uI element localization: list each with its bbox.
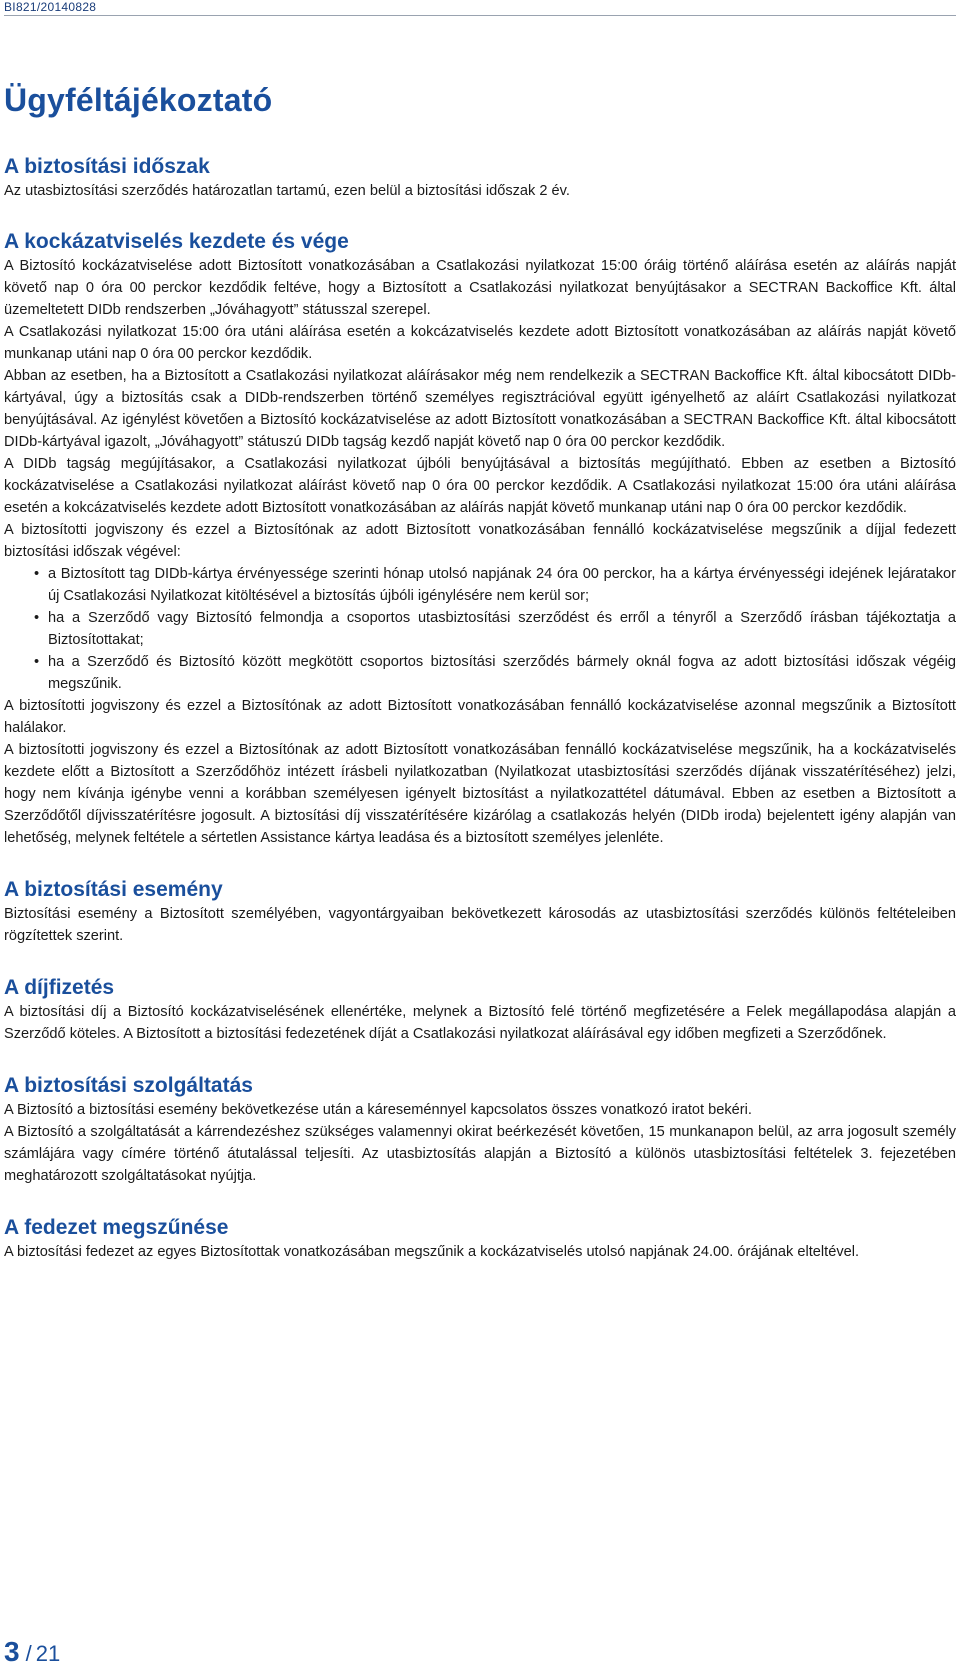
page-title: Ügyféltájékoztató <box>4 82 273 118</box>
paragraph: A Biztosító a biztosítási esemény bekövetkezése után a káreseménnyel kapcsolatos összes vonatkozó iratot bekéri. <box>4 1102 752 1118</box>
page-number <box>4 1636 60 1668</box>
paragraph: A Csatlakozási nyilatkozat 15:00 óra utáni aláírása esetén a kokcázatviselés kezdete adott Biztosított vonatkozásában az aláírás napját követő munkanap utáni nap 0 óra 00 perckor kezdődik. <box>4 324 956 362</box>
section-title-period: A biztosítási időszak <box>4 155 210 178</box>
section-title-event: A biztosítási esemény <box>4 878 223 901</box>
page-current: 3 <box>4 1636 20 1667</box>
paragraph: Biztosítási esemény a Biztosított személyében, vagyontárgyaiban bekövetkezett károsodás az utasbiztosítási szerződés különös feltételeiben rögzítettek szerint. <box>4 906 956 944</box>
paragraph: A biztosítotti jogviszony és ezzel a Biztosítónak az adott Biztosított vonatkozásában fennálló kockázatviselése azonnal megszűnik a Biztosított halálakor. <box>4 698 956 736</box>
paragraph: Az utasbiztosítási szerződés határozatlan tartamú, ezen belül a biztosítási időszak 2 év. <box>4 183 570 199</box>
section-title-payment: A díjfizetés <box>4 976 115 999</box>
page-total: 21 <box>35 1641 61 1666</box>
list-item: • ha a Szerződő vagy Biztosító felmondja a csoportos utasbiztosítási szerződést és erről a tényről a Szerződő írásban tájékoztatja a Biztosítottakat; <box>4 607 956 651</box>
section-title-termination: A fedezet megszűnése <box>4 1216 229 1239</box>
list-item: • ha a Szerződő és Biztosító között megkötött csoportos biztosítási szerződés bármely oknál fogva az adott biztosítási időszak végéig megszűnik. <box>4 651 956 695</box>
paragraph: A Biztosító a szolgáltatását a kárrendezéshez szükséges valamennyi okirat beérkezését követően, 15 munkanapon belül, az arra jogosult személy számlájára vagy címére történő átutalással teljesíti. Az utasbiztosítás alapján a Biztosító a különös utasbiztosítási feltételek 3. fejezetében meghatározott szolgáltatásokat nyújtja. <box>4 1124 956 1184</box>
list-item: • a Biztosított tag DIDb-kártya érvényessége szerinti hónap utolsó napjának 24 óra 00 perckor, ha a kártya érvényességi idejének lejáratakor új Csatlakozási Nyilatkozat kitöltésével a biztosítás újbóli igénylésére nem kerül sor; <box>4 563 956 607</box>
paragraph: A biztosítotti jogviszony és ezzel a Biztosítónak az adott Biztosított vonatkozásában fennálló kockázatviselése megszűnik a díjjal fedezett biztosítási időszak végével: <box>4 522 956 560</box>
page-separator: / <box>25 1641 32 1666</box>
paragraph: A biztosítási díj a Biztosító kockázatviselésének ellenértéke, melynek a Biztosító felé történő megfizetésére a Felek megállapodása alapján a Szerződő köteles. A Biztosított a biztosítási fedezetének díját a Csatlakozási nyilatkozat aláírásával egy időben megfizeti a Szerződőnek. <box>4 1004 956 1042</box>
section-title-risk: A kockázatviselés kezdete és vége <box>4 230 349 253</box>
paragraph: A biztosítotti jogviszony és ezzel a Biztosítónak az adott Biztosított vonatkozásában fennálló kockázatviselése megszűnik, ha a kockázatviselés kezdete előtt a Biztosított a Szerződőhöz intézett írásbeli nyilatkozatban (Nyilatkozat utasbiztosítási szerződés díjának visszatérítéséhez) jelzi, hogy nem kívánja igénybe venni a korábban személyesen igényelt biztosítást a nyilatkozattétel dátumával. Ebben az esetben a Biztosított a Szerződőtől díjvisszatérítésre jogosult. A biztosítási díj visszatérítésére kizárólag a csatlakozás helyén (DIDb iroda) bejelentett igény alapján van lehetőség, melynek feltétele a sértetlen Assistance kártya leadása és a biztosított személyes jelenléte. <box>4 742 956 846</box>
document-body <box>4 154 956 1263</box>
termination-conditions-list <box>4 563 956 695</box>
section-title-service: A biztosítási szolgáltatás <box>4 1074 253 1097</box>
paragraph: A biztosítási fedezet az egyes Biztosítottak vonatkozásában megszűnik a kockázatviselés utolsó napjának 24.00. órájának elteltével. <box>4 1244 860 1260</box>
document-code: BI821/20140828 <box>4 0 97 14</box>
header-divider <box>4 15 956 16</box>
paragraph: Abban az esetben, ha a Biztosított a Csatlakozási nyilatkozat aláírásakor még nem rendelkezik a SECTRAN Backoffice Kft. által kibocsátott DIDb-kártyával, úgy a biztosítás csak a DIDb-rendszerben történő személyes regisztrációval együtt igényelhető az aláírt Csatlakozási nyilatkozat benyújtásával. Az igénylést követően a Biztosító kockázatviselése az adott Biztosított vonatkozásában a SECTRAN Backoffice Kft. által kibocsátott DIDb-kártyával igazolt, „Jóváhagyott” státuszú DIDb tagság kezdő napját követő nap 0 óra 00 perckor kezdődik. <box>4 368 956 450</box>
paragraph: A Biztosító kockázatviselése adott Biztosított vonatkozásában a Csatlakozási nyilatkozat 15:00 óráig történő aláírása esetén az aláírás napját követő nap 0 óra 00 perckor kezdődik feltéve, hogy a Biztosított a Csatlakozási nyilatkozat benyújtásakor a SECTRAN Backoffice Kft. által üzemeltetett DIDb rendszerben „Jóváhagyott” státusszal szerepel. <box>4 258 956 318</box>
paragraph: A DIDb tagság megújításakor, a Csatlakozási nyilatkozat újbóli benyújtásával a biztosítás megújítható. Ebben az esetben a Biztosító kockázatviselése a Csatlakozási nyilatkozat aláírást követő nap 0 óra 00 perckor kezdődik. A Csatlakozási nyilatkozat 15:00 óra utáni aláírása esetén a kokcázatviselés kezdete adott Biztosított vonatkozásában az aláírás napját követő munkanap utáni nap 0 óra 00 perckor kezdődik. <box>4 456 956 516</box>
